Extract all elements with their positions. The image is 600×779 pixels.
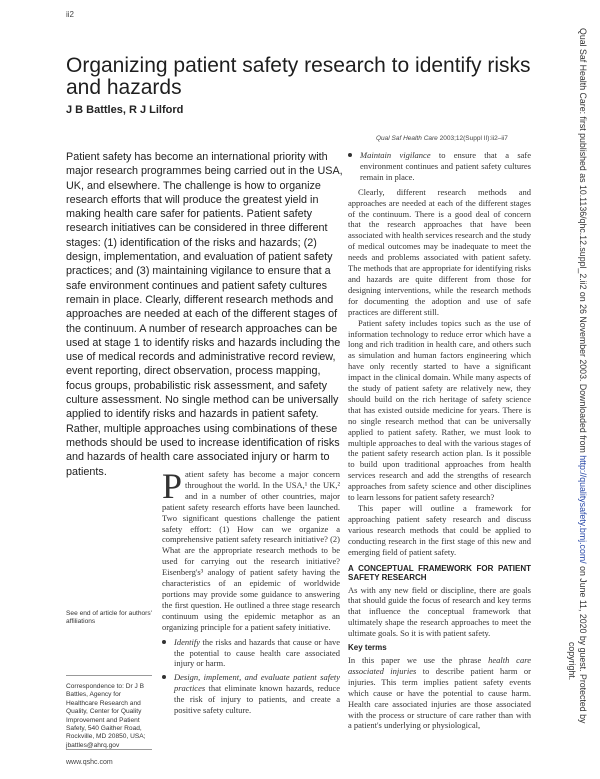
- intro-paragraph: [162, 466, 340, 633]
- stage-list-continued: [348, 150, 531, 183]
- page-number: ii2: [66, 10, 75, 19]
- list-item-lead: Identify: [174, 636, 200, 647]
- correspondence-note: Correspondence to: Dr J B Battles, Agency for Healthcare Research and Quality, Center for Quality Improvement and Patient Safety, 540 Gaither Road, Rockville, MD 20850, USA; jbattles@ahrq.gov: [66, 683, 146, 749]
- notice-text: on June 11, 2020 by guest. Protected by: [578, 563, 588, 724]
- text-run: In this paper we use the phrase: [348, 654, 489, 665]
- list-item-lead: Design, implement, and evaluate patient safety practices: [174, 672, 340, 694]
- list-item-text: the risks and hazards that cause or have the potential to cause health care associated injury or harm.: [174, 636, 340, 669]
- notice-text: Qual Saf Health Care: first published as 10.1136/qhc.12.suppl_2.ii2 on 26 November 2003. Downloaded from: [578, 28, 588, 456]
- subsection-heading: Key terms: [348, 643, 387, 653]
- download-notice: [567, 28, 588, 748]
- article-title: Organizing patient safety research to identify risks and hazards: [66, 54, 531, 99]
- emphasis: health care associated injuries: [348, 654, 531, 676]
- list-item: [162, 672, 340, 716]
- body-paragraph: Patient safety includes topics such as the use of information technology to reduce error which have a long and rich tradition in health care, and others such as simulation and human factors engineering which have only recently started to have a significant impact in the clinical domain. While many aspects of the study of patient safety are relatively new, they should build on the rich heritage of safety science that has existed outside medicine for years. There is no single research method that can be universally applied to patient safety. Rather, we must look to multiple approaches to deal with the various stages of the patient safety research action plan. Is it possible to build upon traditional approaches from health services research and add the strengths of research approaches from safety science and other disciplines to learn lessons for patient safety research?: [348, 317, 531, 503]
- journal-reference: [376, 135, 508, 142]
- list-item-text: that eliminate known hazards, reduce the risk of injury to patients, and create a positive safety culture.: [174, 683, 340, 716]
- drop-cap: P: [162, 466, 183, 506]
- stage-list: [162, 637, 340, 716]
- footer-url[interactable]: www.qshc.com: [66, 759, 113, 766]
- body-column-right: [348, 150, 531, 731]
- authors: J B Battles, R J Lilford: [66, 104, 184, 116]
- body-paragraph: This paper will outline a framework for approaching patient safety research and discuss various research methods that could be applied to conducting research in the first stage of this new and emerging field of patient safety.: [348, 503, 531, 557]
- abstract: Patient safety has become an international priority with major research programmes being carried out in the USA, UK, and elsewhere. The challenge is how to organize research efforts that will produce the greatest yield in making health care safer for patients. Patient safety research initiatives can be considered in three different stages: (1) identification of the risks and hazards; (2) design, implementation, and evaluation of patient safety practices; and (3) maintaining vigilance to ensure that a safe environment continues and patient safety cultures remain in place. Clearly, different research methods and approaches are needed at each of the different stages of the continuum. A number of research approaches can be used at stage 1 to identify risks and hazards including the use of medical records and administrative record review, event reporting, direct observation, process mapping, focus groups, probabilistic risk assessment, and safety culture assessment. No single method can be universally applied to identify risks and hazards in patient safety. Rather, multiple approaches using combinations of these methods should be used to increase identification of risks and hazards of health care associated injury or harm to patients.: [66, 151, 343, 478]
- body-paragraph: [348, 655, 531, 731]
- divider: [66, 675, 152, 676]
- notice-text-line2: copyright.: [567, 642, 578, 681]
- body-column-left: [162, 466, 340, 719]
- bullet-icon: [162, 675, 166, 679]
- list-item: [162, 637, 340, 670]
- journal-volume: 2003;12(Suppl II):ii2–ii7: [437, 135, 508, 142]
- divider: [66, 749, 152, 750]
- body-paragraph: As with any new field or discipline, there are goals that should guide the focus of research and key terms that influence the conceptual framework that ultimately shape the research approaches to meet the ultimate goals. So it is with patient safety.: [348, 584, 531, 639]
- bullet-icon: [348, 153, 352, 157]
- intro-text: atient safety has become a major concern throughout the world. In the USA,¹ the UK,² and in a number of other countries, major patient safety research efforts have been launched. Two significant questions challenge the patient safety effort: (1) How can we organize a comprehensive patient safety research initiative? (2) What are the appropriate research methods to be used for carrying out the research initiative? Eisenberg's³ analogy of patient safety having the characteristics of an epidemic of worldwide portions may provide some guidance to answering the first question. He outlined a three stage research continuum using the epidemic metaphor as an organizing principle for a patient safety initiative.: [162, 469, 340, 632]
- journal-name: Qual Saf Health Care: [376, 135, 438, 142]
- list-item: [348, 150, 531, 183]
- section-heading: A CONCEPTUAL FRAMEWORK FOR PATIENT SAFETY RESEARCH: [348, 563, 531, 583]
- bullet-icon: [162, 640, 166, 644]
- text-run: to describe patient harm or injuries. This term implies patient safety events which cause or have the potential to cause harm. Health care associated injuries are those associated with the process or structure of care rather than with a patient's underlying or physiological,: [348, 665, 531, 731]
- body-paragraph: Clearly, different research methods and approaches are needed at each of the different stages of the continuum. There is a good deal of concern that the research approaches that have been associated with health services research and the study of medical outcomes may be inadequate to meet the needs and problems associated with patient safety. The methods that are appropriate for identifying risks and hazards are quite different from those for designing interventions, while the research methods for documenting the adoption and use of safe practices are different still.: [348, 186, 531, 317]
- list-item-text: to ensure that a safe environment continues and patient safety cultures remain in place.: [360, 150, 532, 182]
- journal-link[interactable]: http://qualitysafety.bmj.com/: [578, 455, 588, 564]
- list-item-lead: Maintain vigilance: [360, 150, 431, 160]
- affiliations-note: See end of article for authors' affiliations: [66, 610, 152, 626]
